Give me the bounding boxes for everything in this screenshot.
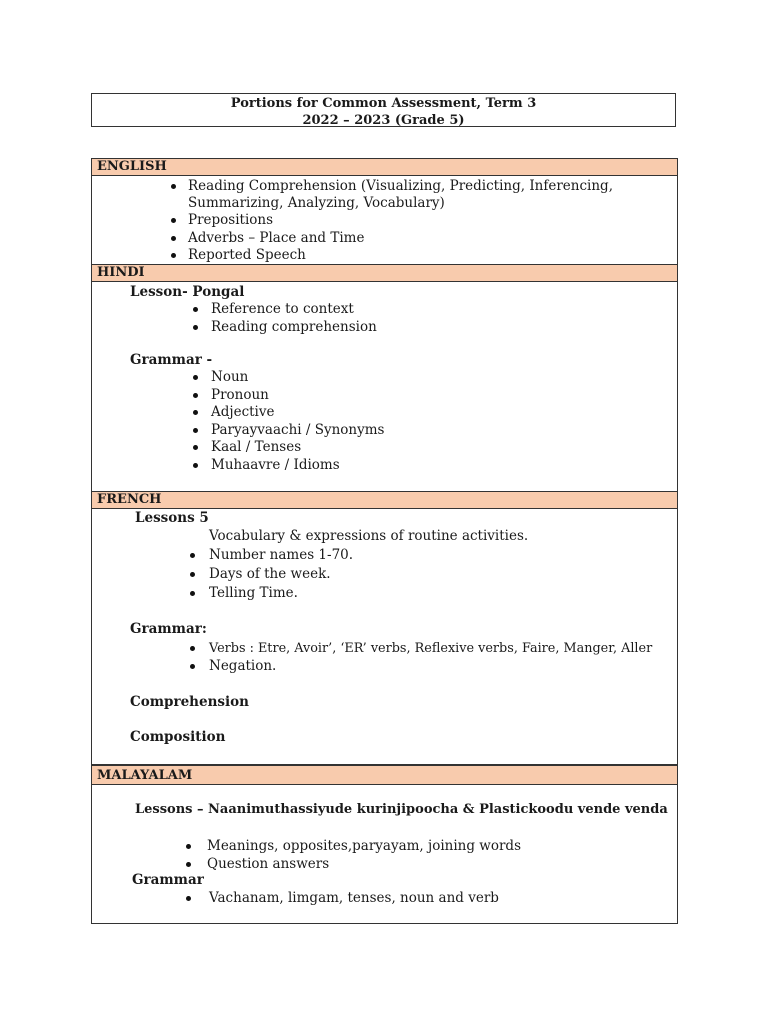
bullet-icon — [190, 553, 195, 558]
french-lessons-intro: Vocabulary & expressions of routine activities. — [209, 528, 529, 544]
english-item: Adverbs – Place and Time — [188, 230, 365, 246]
english-item: Prepositions — [188, 212, 274, 228]
hindi-grammar-item: Noun — [211, 369, 249, 385]
bullet-icon — [193, 428, 198, 433]
bullet-icon — [171, 184, 176, 189]
hindi-grammar-item: Adjective — [211, 404, 275, 420]
french-header: FRENCH — [91, 491, 678, 509]
hindi-grammar-item: Paryayvaachi / Synonyms — [211, 422, 385, 438]
french-grammar-item: Negation. — [209, 658, 277, 674]
bullet-icon — [193, 410, 198, 415]
title-line-1: Portions for Common Assessment, Term 3 — [230, 96, 537, 111]
bullet-icon — [186, 844, 191, 849]
bullet-icon — [186, 862, 191, 867]
malayalam-lesson-item: Question answers — [207, 856, 330, 872]
bullet-icon — [193, 375, 198, 380]
malayalam-lessons-heading: Lessons – Naanimuthassiyude kurinjipoocha & Plastickoodu vende venda — [135, 802, 668, 817]
hindi-lesson-item: Reading comprehension — [211, 319, 377, 335]
malayalam-grammar-item: Vachanam, limgam, tenses, noun and verb — [209, 890, 499, 906]
french-comprehension: Comprehension — [130, 694, 249, 710]
malayalam-header: MALAYALAM — [91, 764, 678, 785]
english-item: Reading Comprehension (Visualizing, Predicting, Inferencing, — [188, 178, 613, 194]
hindi-grammar-item: Kaal / Tenses — [211, 439, 302, 455]
bullet-icon — [171, 253, 176, 258]
bullet-icon — [193, 325, 198, 330]
bullet-icon — [190, 664, 195, 669]
hindi-lesson-heading: Lesson- Pongal — [130, 284, 245, 300]
hindi-grammar-heading: Grammar - — [130, 352, 213, 368]
table-bottom-border — [91, 923, 678, 924]
title-line-2: 2022 – 2023 (Grade 5) — [302, 113, 465, 128]
bullet-icon — [186, 896, 191, 901]
hindi-header: HINDI — [91, 264, 678, 282]
malayalam-lesson-item: Meanings, opposites,paryayam, joining words — [207, 838, 521, 854]
bullet-icon — [193, 393, 198, 398]
english-header: ENGLISH — [91, 158, 678, 176]
bullet-icon — [171, 218, 176, 223]
hindi-lesson-item: Reference to context — [211, 301, 354, 317]
english-item: Summarizing, Analyzing, Vocabulary) — [188, 195, 445, 211]
hindi-grammar-item: Muhaavre / Idioms — [211, 457, 340, 473]
french-lesson-item: Days of the week. — [209, 566, 331, 582]
bullet-icon — [193, 463, 198, 468]
french-composition: Composition — [130, 729, 226, 745]
hindi-grammar-item: Pronoun — [211, 387, 269, 403]
english-item: Reported Speech — [188, 247, 306, 263]
bullet-icon — [193, 307, 198, 312]
french-lesson-item: Number names 1-70. — [209, 547, 354, 563]
french-lesson-item: Telling Time. — [209, 585, 298, 601]
bullet-icon — [190, 591, 195, 596]
malayalam-grammar-heading: Grammar — [132, 872, 204, 888]
bullet-icon — [190, 572, 195, 577]
bullet-icon — [190, 646, 195, 651]
bullet-icon — [171, 236, 176, 241]
french-grammar-item: Verbs : Etre, Avoir’, ‘ER’ verbs, Reflexive verbs, Faire, Manger, Aller — [209, 641, 653, 656]
document-title — [91, 93, 676, 127]
bullet-icon — [193, 445, 198, 450]
french-grammar-heading: Grammar: — [130, 621, 207, 637]
french-lessons-heading: Lessons 5 — [135, 510, 209, 526]
